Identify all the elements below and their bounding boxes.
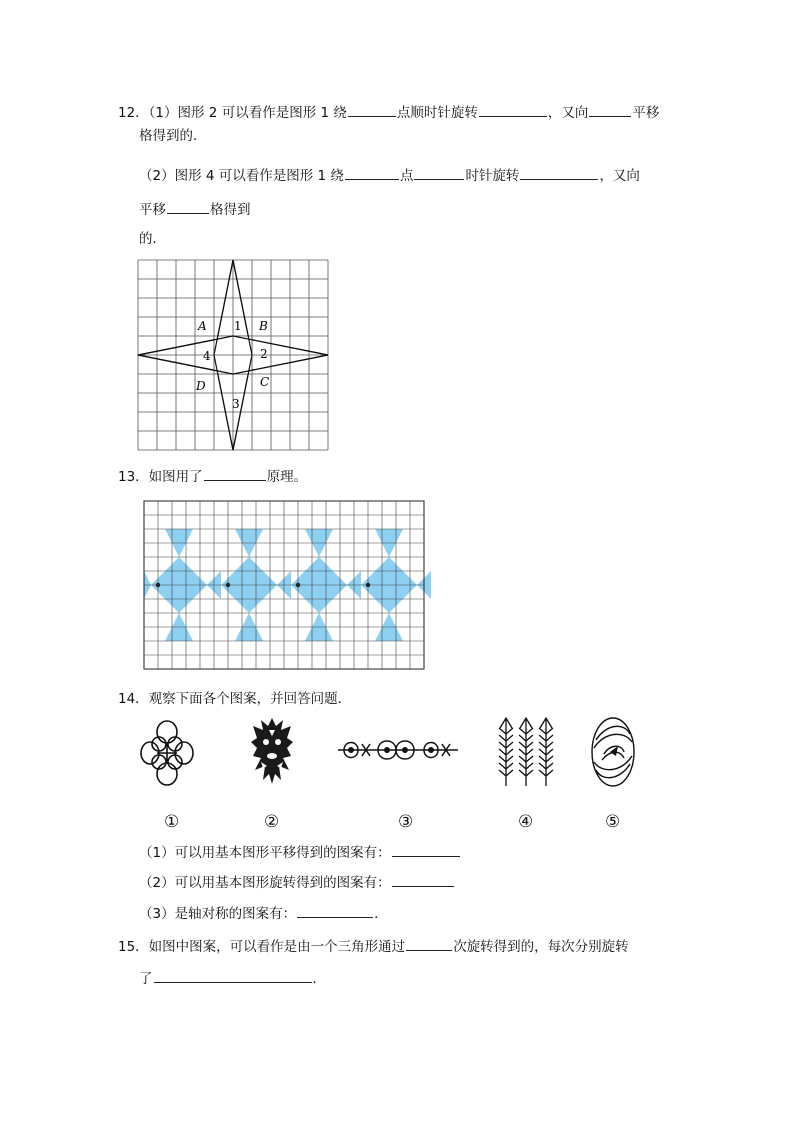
answer-blank[interactable] bbox=[297, 903, 373, 918]
q12-star-grid-figure bbox=[138, 260, 330, 452]
q14-sub-2 bbox=[139, 872, 455, 893]
answer-blank[interactable] bbox=[348, 102, 396, 117]
q12-line-5 bbox=[139, 229, 166, 249]
pattern-4-arrows-figure bbox=[496, 716, 556, 788]
answer-blank[interactable] bbox=[392, 842, 460, 857]
answer-blank[interactable] bbox=[520, 165, 598, 180]
answer-blank[interactable] bbox=[154, 968, 312, 983]
answer-blank[interactable] bbox=[479, 102, 547, 117]
pattern-1-knot-figure bbox=[140, 718, 194, 788]
q14-text: （3）是轴对称的图案有： bbox=[139, 906, 297, 922]
answer-blank[interactable] bbox=[406, 936, 452, 951]
answer-blank[interactable] bbox=[589, 102, 631, 117]
point-label-c: C bbox=[260, 375, 270, 389]
point-label-a: A bbox=[198, 319, 207, 333]
q14-sub-1 bbox=[139, 842, 461, 863]
q12-line-3 bbox=[139, 165, 640, 186]
q15-line-2 bbox=[139, 968, 326, 989]
q12-line-4 bbox=[139, 199, 251, 220]
q12-text: 12．（1）图形 2 可以看作是图形 1 绕 bbox=[118, 105, 347, 121]
pattern-3-chain-figure bbox=[336, 730, 460, 770]
pattern-marker-3: ③ bbox=[398, 812, 414, 832]
q15-text: 15．如图中图案，可以看作是由一个三角形通过 bbox=[118, 939, 406, 955]
q12-text: 点 bbox=[399, 168, 414, 184]
q13-text: 13．如图用了 bbox=[118, 469, 203, 485]
q14-text: （1）可以用基本图形平移得到的图案有： bbox=[139, 845, 391, 861]
q14-sub-3 bbox=[139, 903, 388, 924]
shape-number-4: 4 bbox=[203, 349, 211, 363]
answer-blank[interactable] bbox=[167, 199, 209, 214]
q12-text: ，又向 bbox=[599, 168, 640, 184]
q12-text: ，又向 bbox=[547, 105, 589, 121]
answer-blank[interactable] bbox=[204, 466, 266, 481]
q15-line-1 bbox=[118, 936, 629, 957]
q12-text: 平移 bbox=[632, 105, 660, 121]
q12-line-2 bbox=[139, 126, 207, 146]
q12-text: 格得到 bbox=[210, 202, 251, 218]
pattern-marker-1: ① bbox=[164, 812, 180, 832]
point-label-b: B bbox=[259, 319, 268, 333]
pattern-marker-5: ⑤ bbox=[605, 812, 621, 832]
q12-text: （2）图形 4 可以看作是图形 1 绕 bbox=[139, 168, 344, 184]
q12-text: 点顺时针旋转 bbox=[396, 105, 478, 121]
q14-text: ． bbox=[374, 906, 388, 922]
q15-text: ． bbox=[312, 971, 326, 987]
pattern-marker-2: ② bbox=[264, 812, 280, 832]
pattern-5-swirl-figure bbox=[590, 714, 636, 790]
point-label-d: D bbox=[196, 379, 206, 393]
q15-text: 次旋转得到的，每次分别旋转 bbox=[453, 939, 629, 955]
shape-number-2: 2 bbox=[260, 347, 268, 361]
q15-text: 了 bbox=[139, 971, 153, 987]
q13-text: 原理。 bbox=[266, 469, 308, 485]
grid-lines bbox=[144, 501, 424, 669]
q12-text: 平移 bbox=[139, 202, 166, 218]
q12-text: 格得到的． bbox=[139, 128, 207, 144]
q12-line-1 bbox=[118, 102, 659, 123]
pattern-2-crest-figure bbox=[247, 716, 297, 786]
q12-text: 时针旋转 bbox=[465, 168, 520, 184]
answer-blank[interactable] bbox=[345, 165, 399, 180]
q12-text: 的． bbox=[139, 231, 166, 247]
q14-text: （2）可以用基本图形旋转得到的图案有： bbox=[139, 875, 391, 891]
q13-fish-grid-figure bbox=[144, 501, 424, 669]
q13-line bbox=[118, 466, 307, 487]
shape-number-3: 3 bbox=[232, 397, 240, 411]
answer-blank[interactable] bbox=[414, 165, 464, 180]
q14-title: 14．观察下面各个图案，并回答问题． bbox=[118, 691, 352, 707]
pattern-marker-4: ④ bbox=[518, 812, 534, 832]
answer-blank[interactable] bbox=[392, 872, 454, 887]
shape-number-1: 1 bbox=[234, 319, 242, 333]
